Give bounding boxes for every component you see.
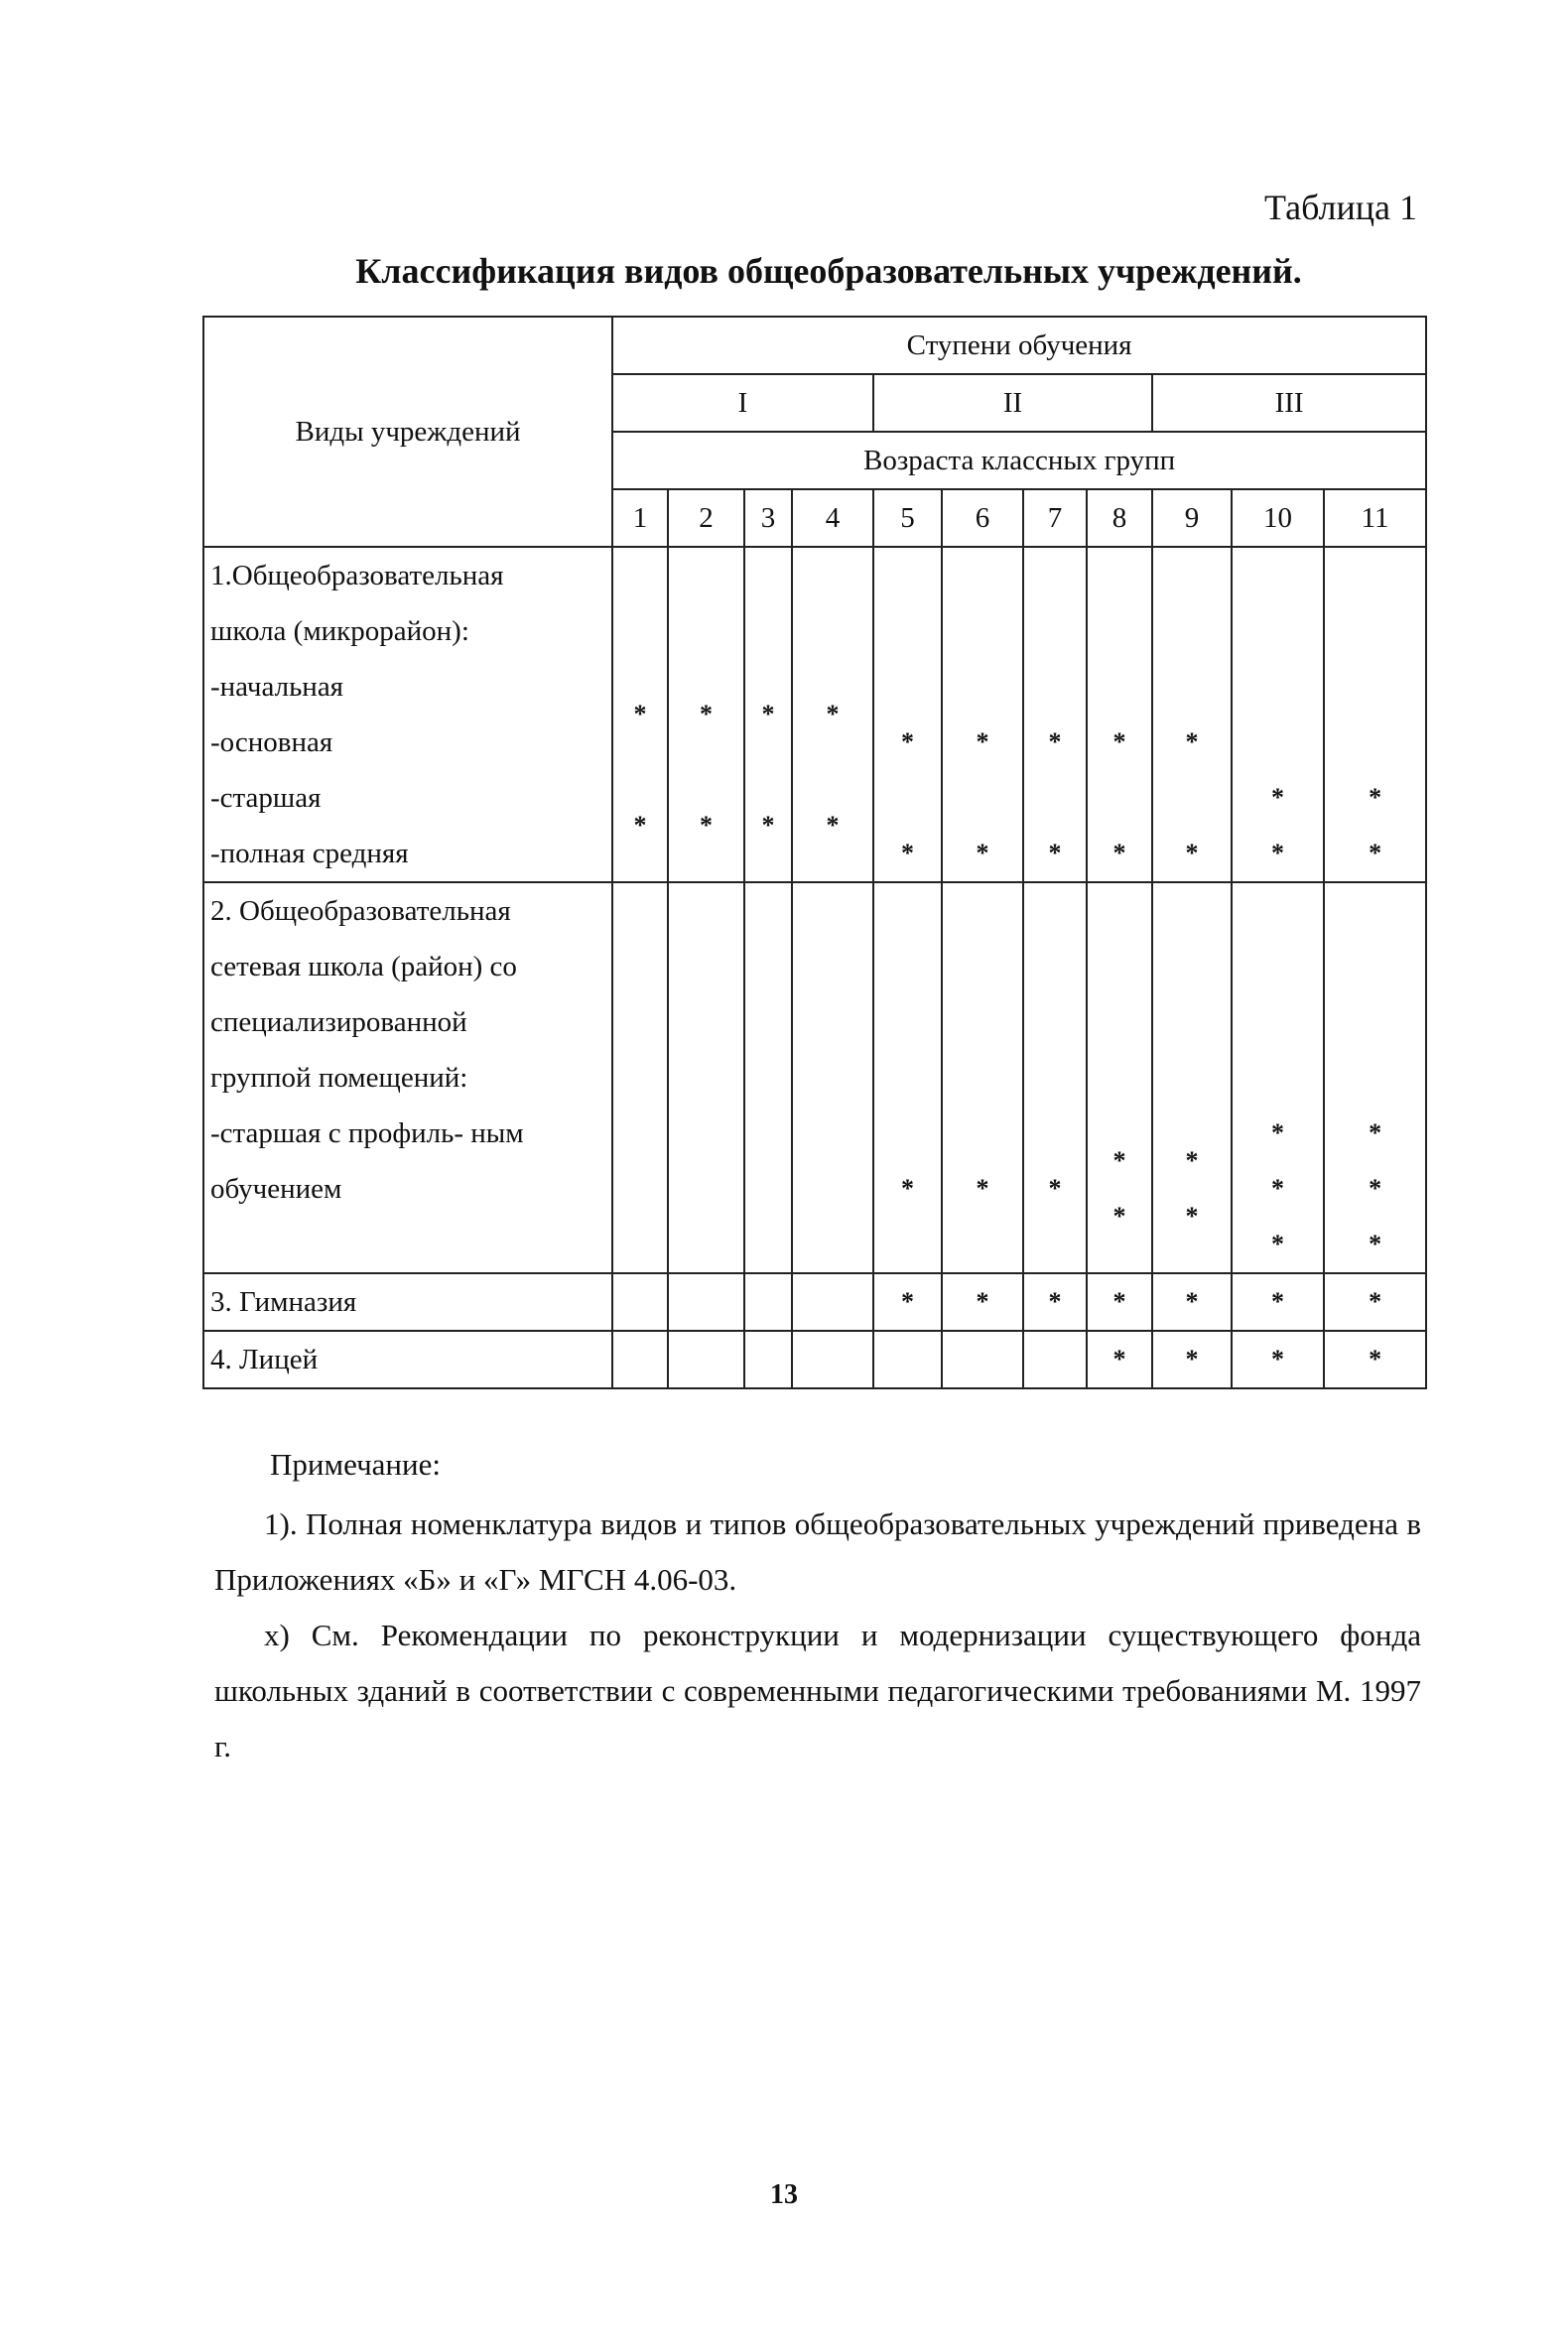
mark [1088,911,1151,967]
mark-cell [744,1273,792,1331]
section-line: -старшая [210,782,322,814]
mark-cell [1087,1273,1152,1331]
mark-cell [668,1273,744,1331]
page-number: 13 [770,2179,798,2210]
mark [1233,715,1323,770]
mark [613,742,667,798]
mark [874,1050,941,1106]
mark [874,1106,941,1161]
mark-cell [668,547,744,882]
mark: * [1369,1118,1382,1147]
types-header: Виды учреждений [203,317,612,547]
mark: * [1185,1287,1199,1316]
section-line: -старшая с профиль- ным [210,1117,524,1149]
mark-cell [942,1273,1023,1331]
mark-cell [1232,1331,1324,1388]
grade-cell: 4 [792,489,873,547]
mark: * [976,839,989,867]
section-line: 3. Гимназия [210,1286,357,1318]
mark-cell [873,1331,942,1388]
section-line: -начальная [210,671,344,703]
section-line: 2. Общеобразовательная [210,895,511,927]
mark-cell [1087,882,1152,1273]
mark [1325,939,1425,994]
mark: * [761,811,775,840]
mark [1233,883,1323,939]
mark [1153,1078,1231,1133]
mark: * [1271,1345,1284,1373]
mark [874,603,941,659]
mark [745,631,791,687]
grade-cell: 11 [1324,489,1426,547]
section-line: 1.Общеобразовательная [210,560,504,591]
mark: * [1369,1287,1382,1316]
mark [1153,911,1231,967]
section-line: школа (микрорайон): [210,615,469,647]
mark [1088,603,1151,659]
section-row [203,1273,1426,1331]
mark: * [976,1174,989,1203]
mark: * [901,1174,914,1203]
mark: * [826,811,840,840]
mark [1233,548,1323,603]
grade-cell: 1 [612,489,668,547]
note-title: Примечание: [270,1447,441,1482]
mark: * [1271,1230,1284,1258]
section-name-cell [203,547,612,882]
mark-cell [1023,1331,1087,1388]
mark-cell [1324,547,1426,882]
mark-cell [1324,882,1426,1273]
mark [874,770,941,826]
mark [1024,548,1086,603]
mark: * [1271,1287,1284,1316]
mark: * [976,727,989,756]
note-1: 1). Полная номенклатура видов и типов общеобразовательных учреждений приведена в Приложениях «Б» и «Г» МГСН 4.06-03. [214,1506,1421,1597]
mark-cell [1232,882,1324,1273]
mark [1233,659,1323,715]
section-row [203,882,1426,1273]
section-line: -основная [210,726,333,758]
stage-cell: III [1152,374,1426,432]
section-line: специализированной [210,1006,467,1038]
mark-cell [744,1331,792,1388]
mark: * [1369,1230,1382,1258]
mark-cell [668,1331,744,1388]
mark-cell [873,547,942,882]
mark [1325,659,1425,715]
section-row [203,547,1426,882]
mark-cell [792,1331,873,1388]
mark [793,631,872,687]
mark: * [1048,839,1062,867]
mark-cell [873,882,942,1273]
mark [1153,659,1231,715]
mark: * [700,811,713,840]
mark [1024,603,1086,659]
grade-cell: 10 [1232,489,1324,547]
mark: * [1112,1287,1126,1316]
section-line: 4. Лицей [210,1344,319,1375]
grade-cell: 9 [1152,489,1232,547]
mark: * [1271,1174,1284,1203]
mark: * [633,811,647,840]
mark: * [1369,783,1382,812]
mark [1233,994,1323,1050]
mark: * [1185,1202,1199,1231]
mark-cell [744,882,792,1273]
mark: * [1271,1118,1284,1147]
mark: * [1369,839,1382,867]
mark [1024,1050,1086,1106]
mark: * [901,1287,914,1316]
mark [1325,715,1425,770]
note-2: х) См. Рекомендации по реконструкции и модернизации существующего фонда школьных зданий в соответствии с современными педагогическими требованиями М. 1997 г. [214,1618,1421,1763]
section-name-cell [203,882,612,1273]
mark-cell [942,882,1023,1273]
section-line: обучением [210,1173,342,1205]
mark-cell [1152,882,1232,1273]
mark [1153,770,1231,826]
mark: * [1185,727,1199,756]
mark [1233,1050,1323,1106]
mark: * [1185,1146,1199,1175]
mark: * [1112,1202,1126,1231]
mark [1325,994,1425,1050]
mark-cell [942,547,1023,882]
mark [745,576,791,631]
grade-cell: 7 [1023,489,1087,547]
mark [1153,1022,1231,1078]
mark-cell [612,882,668,1273]
mark [1024,770,1086,826]
mark: * [1271,783,1284,812]
mark-cell [1232,1273,1324,1331]
mark-cell [792,882,873,1273]
mark [874,994,941,1050]
mark: * [1048,1287,1062,1316]
mark-cell [1152,1273,1232,1331]
mark [613,576,667,631]
mark: * [1048,1174,1062,1203]
mark [943,1106,1022,1161]
mark: * [1112,1345,1126,1373]
table-label: Таблица 1 [1264,188,1417,227]
mark-cell [792,1273,873,1331]
section-row [203,1331,1426,1388]
ages-header: Возраста классных групп [612,432,1426,489]
mark [874,548,941,603]
mark-cell [1324,1273,1426,1331]
mark-cell [744,547,792,882]
mark-cell [1152,1331,1232,1388]
mark [1153,603,1231,659]
section-line: группой помещений: [210,1062,468,1094]
mark [943,994,1022,1050]
mark: * [1185,1345,1199,1373]
mark [1325,548,1425,603]
mark [1088,659,1151,715]
mark [943,1050,1022,1106]
mark [1024,994,1086,1050]
mark [943,548,1022,603]
mark [1088,967,1151,1022]
stage-cell: I [612,374,873,432]
mark [1088,770,1151,826]
mark [1024,939,1086,994]
mark [793,576,872,631]
mark-cell [612,547,668,882]
mark [669,742,743,798]
mark-cell [668,882,744,1273]
classification-table [202,316,1427,1389]
mark [874,939,941,994]
mark-cell [1087,1331,1152,1388]
mark-cell [1232,547,1324,882]
mark-cell [873,1273,942,1331]
section-name-cell [203,1273,612,1331]
mark [1088,548,1151,603]
mark [1325,603,1425,659]
mark [669,576,743,631]
mark-cell [1152,547,1232,882]
mark-cell [1023,547,1087,882]
mark [943,603,1022,659]
mark [745,742,791,798]
mark-cell [1324,1331,1426,1388]
mark [1024,659,1086,715]
grade-cell: 3 [744,489,792,547]
mark-cell [1087,547,1152,882]
header-row-stages-title [203,317,1426,374]
mark-cell [612,1331,668,1388]
mark [943,939,1022,994]
mark: * [1112,1146,1126,1175]
section-line: -полная средняя [210,838,409,869]
mark-cell [942,1331,1023,1388]
mark [943,770,1022,826]
mark-cell [1023,1273,1087,1331]
mark: * [1112,839,1126,867]
grade-cell: 5 [873,489,942,547]
mark [793,742,872,798]
grade-cell: 8 [1087,489,1152,547]
mark [1233,939,1323,994]
mark: * [761,700,775,728]
mark [1233,603,1323,659]
mark-cell [792,547,873,882]
mark: * [1048,727,1062,756]
mark [1325,883,1425,939]
mark [1153,967,1231,1022]
mark: * [1112,727,1126,756]
stages-header: Ступени обучения [612,317,1426,374]
mark [943,659,1022,715]
mark: * [901,727,914,756]
mark [1088,1078,1151,1133]
mark-cell [1023,882,1087,1273]
mark [613,631,667,687]
mark [669,631,743,687]
mark [874,659,941,715]
mark [1153,548,1231,603]
section-name-cell [203,1331,612,1388]
mark: * [1369,1345,1382,1373]
mark [1024,1106,1086,1161]
mark: * [1185,839,1199,867]
mark: * [1369,1174,1382,1203]
stage-cell: II [873,374,1152,432]
grade-cell: 6 [942,489,1023,547]
grade-cell: 2 [668,489,744,547]
mark: * [826,700,840,728]
section-line: сетевая школа (район) со [210,951,517,982]
mark [1325,1050,1425,1106]
mark: * [700,700,713,728]
mark: * [633,700,647,728]
mark [1088,1022,1151,1078]
mark-cell [612,1273,668,1331]
document-title: Классификация видов общеобразовательных учреждений. [355,251,1302,291]
mark: * [901,839,914,867]
mark: * [1271,839,1284,867]
mark: * [976,1287,989,1316]
